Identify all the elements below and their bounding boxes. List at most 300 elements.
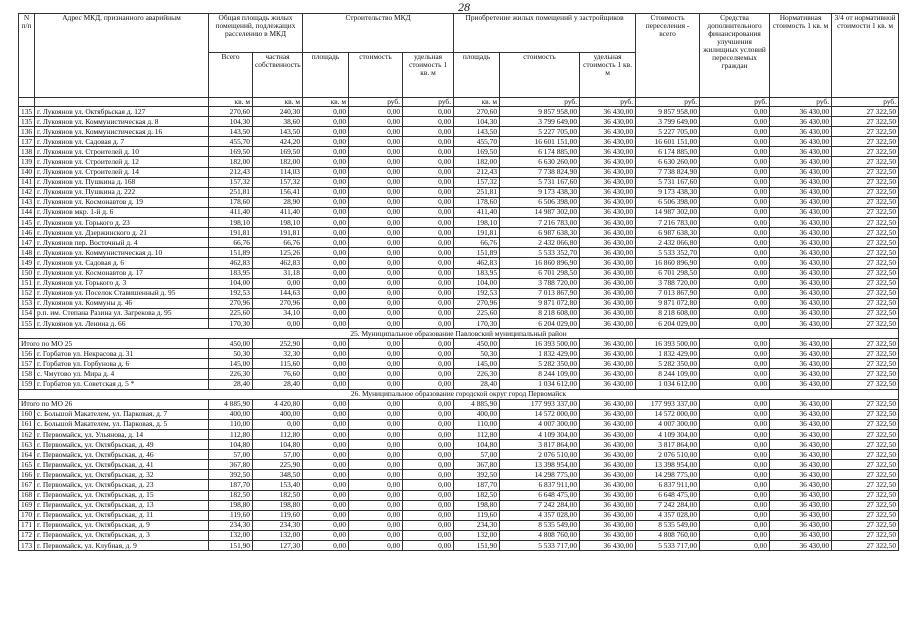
row-number: 163 [19,440,35,450]
table-cell: 7 013 867,90 [636,288,700,298]
row-number: 168 [19,490,35,500]
table-cell: 0,00 [303,147,349,157]
table-cell: 7 216 783,00 [500,218,580,228]
header-constr-area: площадь [303,53,349,98]
table-cell: 191,81 [253,228,303,238]
table-cell: 0,00 [303,490,349,500]
table-cell: 36 430,00 [770,349,832,359]
header-construction: Строительство МКД [303,14,454,53]
table-cell: 169,50 [209,147,253,157]
table-cell: 36 430,00 [770,157,832,167]
table-cell: 0,00 [349,470,403,480]
table-cell: 36 430,00 [580,500,636,510]
table-cell: 0,00 [349,207,403,217]
table-row [19,470,899,480]
table-cell: 0,00 [700,147,770,157]
table-cell: 3 799 649,00 [500,117,580,127]
table-cell: 27 322,50 [832,117,899,127]
table-cell: 6 987 638,30 [636,228,700,238]
table-cell: 8 535 549,00 [636,520,700,530]
table-cell: 6 174 885,00 [636,147,700,157]
table-cell: 6 506 398,00 [500,197,580,207]
table-cell: 36 430,00 [580,258,636,268]
table-cell: 27 322,50 [832,379,899,389]
table-cell: 191,81 [209,228,253,238]
table-row [19,359,899,369]
table-cell: 6 648 475,00 [636,490,700,500]
table-cell: 0,00 [303,460,349,470]
table-cell: 36 430,00 [580,117,636,127]
table-cell: 36 430,00 [580,430,636,440]
table-cell: 0,00 [403,419,454,429]
row-number: 160 [19,409,35,419]
table-cell: 0,00 [403,107,454,117]
row-address: г. Лукоянов ул. Садовая д. 6 [35,258,209,268]
table-cell: 0,00 [700,278,770,288]
table-cell: 36 430,00 [580,440,636,450]
row-number: 172 [19,530,35,540]
table-cell: 27 322,50 [832,419,899,429]
table-cell: 8 244 109,00 [636,369,700,379]
row-address: г. Первомайск, ул. Октябрьская, д. 23 [35,480,209,490]
table-cell: 0,00 [349,490,403,500]
table-cell: 0,00 [700,490,770,500]
table-row [19,187,899,197]
table-cell: 36 430,00 [770,288,832,298]
table-cell: 1 832 429,00 [636,349,700,359]
table-cell: 0,00 [700,157,770,167]
table-cell: 0,00 [303,369,349,379]
row-number: 164 [19,450,35,460]
table-cell: 36 430,00 [770,218,832,228]
table-cell: 27 322,50 [832,107,899,117]
table-cell: 104,80 [209,440,253,450]
table-cell: 36 430,00 [770,197,832,207]
table-cell: 0,00 [303,419,349,429]
table-cell: 104,80 [253,440,303,450]
table-cell: 36 430,00 [770,117,832,127]
table-cell: 27 322,50 [832,137,899,147]
table-cell: 0,00 [349,258,403,268]
row-address: г. Первомайск, ул. Октябрьская, д. 15 [35,490,209,500]
table-cell: 3 817 864,00 [500,440,580,450]
table-cell: 0,00 [700,318,770,328]
table-cell: 36 430,00 [770,107,832,117]
table-cell: 27 322,50 [832,207,899,217]
table-cell: 0,00 [700,339,770,349]
table-cell: 36 430,00 [580,419,636,429]
table-cell: 27 322,50 [832,359,899,369]
table-cell: 36 430,00 [580,177,636,187]
table-cell: 6 630 260,00 [500,157,580,167]
table-cell: 32,30 [253,349,303,359]
table-cell: 151,90 [209,541,253,551]
table-row [19,440,899,450]
table-cell: 132,00 [253,530,303,540]
table-cell: 182,50 [253,490,303,500]
table-cell: 36 430,00 [770,127,832,137]
table-cell: 151,89 [454,248,500,258]
table-cell: 119,60 [209,510,253,520]
table-cell: 411,40 [253,207,303,217]
table-cell: 0,00 [403,450,454,460]
table-cell: 0,00 [403,318,454,328]
table-cell: 9 857 958,00 [500,107,580,117]
table-row [19,530,899,540]
table-cell: 0,00 [349,480,403,490]
table-cell: 177 993 337,00 [500,399,580,409]
header-total: Всего [209,53,253,98]
table-row [19,419,899,429]
section-header-row [19,389,899,399]
table-cell: 0,00 [403,197,454,207]
table-cell: 0,00 [700,107,770,117]
row-number: 137 [19,137,35,147]
table-cell: 0,00 [700,248,770,258]
table-cell: 0,00 [700,137,770,147]
table-cell: 182,00 [454,157,500,167]
table-cell: 157,32 [209,177,253,187]
table-cell: 0,00 [349,117,403,127]
table-cell: 36 430,00 [770,450,832,460]
row-number: 141 [19,177,35,187]
table-cell: 392,50 [454,470,500,480]
table-cell: 270,96 [253,298,303,308]
table-cell: 36 430,00 [770,238,832,248]
row-address: г. Первомайск, ул. Октябрьская, д. 13 [35,500,209,510]
table-cell: 0,00 [349,430,403,440]
row-address: г. Лукоянов пер. Восточный д. 4 [35,238,209,248]
table-row [19,409,899,419]
total-label: Итого по МО 26 [19,399,209,409]
table-cell: 182,50 [209,490,253,500]
table-cell: 5 227 705,00 [636,127,700,137]
table-cell: 192,53 [209,288,253,298]
row-address: г. Первомайск, ул. Октябрьская, д. 3 [35,530,209,540]
table-cell: 0,00 [303,258,349,268]
table-cell: 36 430,00 [770,339,832,349]
table-cell: 234,30 [253,520,303,530]
table-cell: 170,30 [209,318,253,328]
row-address: г. Лукоянов ул. Садовая д. 7 [35,137,209,147]
table-cell: 2 076 510,00 [500,450,580,460]
table-cell: 127,30 [253,541,303,551]
table-cell: 270,96 [209,298,253,308]
table-cell: 36 430,00 [770,399,832,409]
table-cell: 36 430,00 [770,207,832,217]
table-cell: 424,20 [253,137,303,147]
table-cell: 5 282 350,00 [500,359,580,369]
unit-cell: руб. [770,98,832,107]
row-number: 146 [19,228,35,238]
table-cell: 462,83 [209,258,253,268]
table-cell: 0,00 [303,177,349,187]
unit-cell: кв. м [209,98,253,107]
table-cell: 14 572 000,00 [500,409,580,419]
table-cell: 5 533 352,70 [636,248,700,258]
table-row [19,450,899,460]
row-address: г. Лукоянов ул. Пушкина д. 168 [35,177,209,187]
row-address: г. Лукоянов ул. Горького д. 3 [35,278,209,288]
table-cell: 57,00 [454,450,500,460]
table-cell: 0,00 [700,520,770,530]
table-cell: 0,00 [403,399,454,409]
table-row [19,157,899,167]
table-cell: 0,00 [700,218,770,228]
table-cell: 0,00 [303,430,349,440]
row-number: 162 [19,430,35,440]
table-cell: 36 430,00 [580,399,636,409]
table-cell: 6 630 260,00 [636,157,700,167]
total-label: Итого по МО 25 [19,339,209,349]
table-cell: 0,00 [700,187,770,197]
table-cell: 36 430,00 [770,510,832,520]
table-cell: 0,00 [349,187,403,197]
table-cell: 450,00 [454,339,500,349]
table-cell: 0,00 [349,349,403,359]
table-cell: 348,50 [253,470,303,480]
table-cell: 14 572 000,00 [636,409,700,419]
table-cell: 198,10 [253,218,303,228]
table-cell: 36 430,00 [580,207,636,217]
table-cell: 104,30 [209,117,253,127]
table-row [19,137,899,147]
table-cell: 50,30 [454,349,500,359]
table-cell: 0,00 [403,510,454,520]
table-cell: 110,00 [209,419,253,429]
table-cell: 0,00 [303,500,349,510]
table-cell: 0,00 [303,238,349,248]
table-cell: 411,40 [209,207,253,217]
table-cell: 27 322,50 [832,480,899,490]
table-cell: 0,00 [303,107,349,117]
header-norm-cost: Нормативная стоимость 1 кв. м [770,14,832,98]
table-row [19,490,899,500]
row-address: г. Лукоянов ул. Коммунистическая д. 10 [35,248,209,258]
row-number: 165 [19,460,35,470]
table-cell: 16 601 151,00 [636,137,700,147]
table-cell: 27 322,50 [832,409,899,419]
unit-cell: кв. м [454,98,500,107]
table-cell: 143,50 [209,127,253,137]
table-cell: 6 648 475,00 [500,490,580,500]
table-cell: 6 204 029,00 [636,318,700,328]
table-cell: 0,00 [349,308,403,318]
table-cell: 16 393 500,00 [500,339,580,349]
table-cell: 0,00 [700,308,770,318]
table-cell: 0,00 [403,500,454,510]
table-cell: 0,00 [303,470,349,480]
row-address: р.п. им. Степана Разина ул. Загрекова д. 95 [35,308,209,318]
table-row [19,207,899,217]
table-cell: 28,40 [253,379,303,389]
row-address: г. Горбатов ул. Советская д. 5 * [35,379,209,389]
row-number: 157 [19,359,35,369]
table-cell: 27 322,50 [832,490,899,500]
table-cell: 2 432 066,80 [636,238,700,248]
row-address: г. Лукоянов ул. Коммуны д. 46 [35,298,209,308]
table-cell: 27 322,50 [832,369,899,379]
table-cell: 0,00 [303,530,349,540]
table-cell: 198,80 [209,500,253,510]
table-row [19,298,899,308]
table-cell: 8 218 608,00 [500,308,580,318]
table-cell: 36 430,00 [770,248,832,258]
table-row [19,379,899,389]
table-cell: 0,00 [349,197,403,207]
table-cell: 0,00 [303,278,349,288]
table-cell: 16 860 896,90 [500,258,580,268]
table-cell: 27 322,50 [832,541,899,551]
table-cell: 0,00 [303,218,349,228]
table-cell: 0,00 [303,187,349,197]
table-cell: 36 430,00 [580,238,636,248]
table-row [19,268,899,278]
table-cell: 0,00 [349,268,403,278]
table-cell: 119,60 [253,510,303,520]
table-cell: 462,83 [454,258,500,268]
table-cell: 5 227 705,00 [500,127,580,137]
table-row [19,238,899,248]
row-address: г. Первомайск, ул. Октябрьская, д. 32 [35,470,209,480]
row-number: 161 [19,419,35,429]
table-cell: 198,10 [454,218,500,228]
table-cell: 0,00 [303,450,349,460]
table-cell: 9 857 958,00 [636,107,700,117]
row-number: 171 [19,520,35,530]
row-number: 158 [19,369,35,379]
table-cell: 27 322,50 [832,470,899,480]
table-cell: 36 430,00 [580,339,636,349]
row-number: 149 [19,258,35,268]
table-cell: 3 788 720,00 [636,278,700,288]
table-cell: 0,00 [403,379,454,389]
table-cell: 0,00 [700,430,770,440]
table-row [19,510,899,520]
table-row [19,248,899,258]
table-row [19,218,899,228]
header-acquisition: Приобретение жилых помещений у застройщиков [454,14,636,53]
section-title: 26. Муниципальное образование городской округ город Первомайск [19,389,899,399]
table-cell: 0,00 [700,450,770,460]
table-cell: 14 987 302,00 [636,207,700,217]
table-cell: 7 242 284,00 [500,500,580,510]
table-cell: 31,18 [253,268,303,278]
table-cell: 182,00 [209,157,253,167]
table-cell: 251,81 [454,187,500,197]
table-cell: 226,30 [209,369,253,379]
table-cell: 0,00 [349,248,403,258]
table-cell: 112,80 [209,430,253,440]
table-cell: 0,00 [303,288,349,298]
row-address: г. Первомайск, ул. Клубная, д. 9 [35,541,209,551]
header-three-quarter: 3/4 от нормативной стоимости 1 кв. м [832,14,899,98]
table-cell: 0,00 [303,349,349,359]
table-cell: 5 731 167,60 [636,177,700,187]
table-cell: 0,00 [403,278,454,288]
table-cell: 0,00 [349,500,403,510]
table-cell: 13 398 954,00 [636,460,700,470]
table-row [19,107,899,117]
table-cell: 132,00 [209,530,253,540]
table-cell: 28,40 [209,379,253,389]
table-cell: 27 322,50 [832,440,899,450]
table-cell: 36 430,00 [770,258,832,268]
table-cell: 0,00 [403,520,454,530]
table-cell: 27 322,50 [832,157,899,167]
table-cell: 6 701 298,50 [500,268,580,278]
table-cell: 28,40 [454,379,500,389]
table-cell: 192,53 [454,288,500,298]
table-cell: 0,00 [403,430,454,440]
table-cell: 4 007 300,00 [500,419,580,429]
header-address: Адрес МКД, признанного аварийным [35,14,209,98]
table-cell: 36 430,00 [770,268,832,278]
table-cell: 104,30 [454,117,500,127]
table-cell: 36 430,00 [580,460,636,470]
table-cell: 13 398 954,00 [500,460,580,470]
table-cell: 27 322,50 [832,318,899,328]
table-cell: 0,00 [700,298,770,308]
table-cell: 27 322,50 [832,197,899,207]
table-cell: 0,00 [700,288,770,298]
total-row [19,399,899,409]
table-cell: 9 871 072,80 [636,298,700,308]
table-cell: 36 430,00 [770,177,832,187]
table-cell: 0,00 [303,440,349,450]
table-cell: 270,60 [454,107,500,117]
header-number: N п/п [19,14,35,98]
table-cell: 0,00 [303,167,349,177]
table-cell: 66,76 [209,238,253,248]
table-cell: 36 430,00 [770,187,832,197]
table-cell: 112,80 [253,430,303,440]
table-cell: 0,00 [349,409,403,419]
table-cell: 455,70 [209,137,253,147]
row-address: г. Горбатов ул. Горбунова д. 6 [35,359,209,369]
table-cell: 240,30 [253,107,303,117]
section-title: 25. Муниципальное образование Павловский муниципальный район [19,329,899,339]
row-address: г. Лукоянов ул. Горького д. 23 [35,218,209,228]
unit-cell: руб. [500,98,580,107]
table-cell: 114,03 [253,167,303,177]
page-number: 28 [458,0,470,14]
header-acq-unit: удельная стоимость 1 кв. м [580,53,636,98]
table-cell: 0,00 [403,541,454,551]
row-address: г. Лукоянов ул. Космонавтов д. 17 [35,268,209,278]
table-cell: 225,90 [253,460,303,470]
table-cell: 0,00 [349,419,403,429]
unit-cell: кв. м [253,98,303,107]
table-cell: 157,32 [454,177,500,187]
table-cell: 0,00 [349,238,403,248]
table-cell: 0,00 [349,137,403,147]
unit-cell: руб. [349,98,403,107]
table-cell: 36 430,00 [580,318,636,328]
table-cell: 4 808 760,00 [636,530,700,540]
table-cell: 36 430,00 [580,107,636,117]
table-cell: 191,81 [454,228,500,238]
table-cell: 36 430,00 [770,137,832,147]
table-cell: 36 430,00 [770,167,832,177]
unit-cell: руб. [636,98,700,107]
table-cell: 0,00 [700,440,770,450]
table-cell: 36 430,00 [770,500,832,510]
table-cell: 400,00 [454,409,500,419]
table-cell: 36 430,00 [770,147,832,157]
table-cell: 119,60 [454,510,500,520]
table-cell: 0,00 [700,399,770,409]
